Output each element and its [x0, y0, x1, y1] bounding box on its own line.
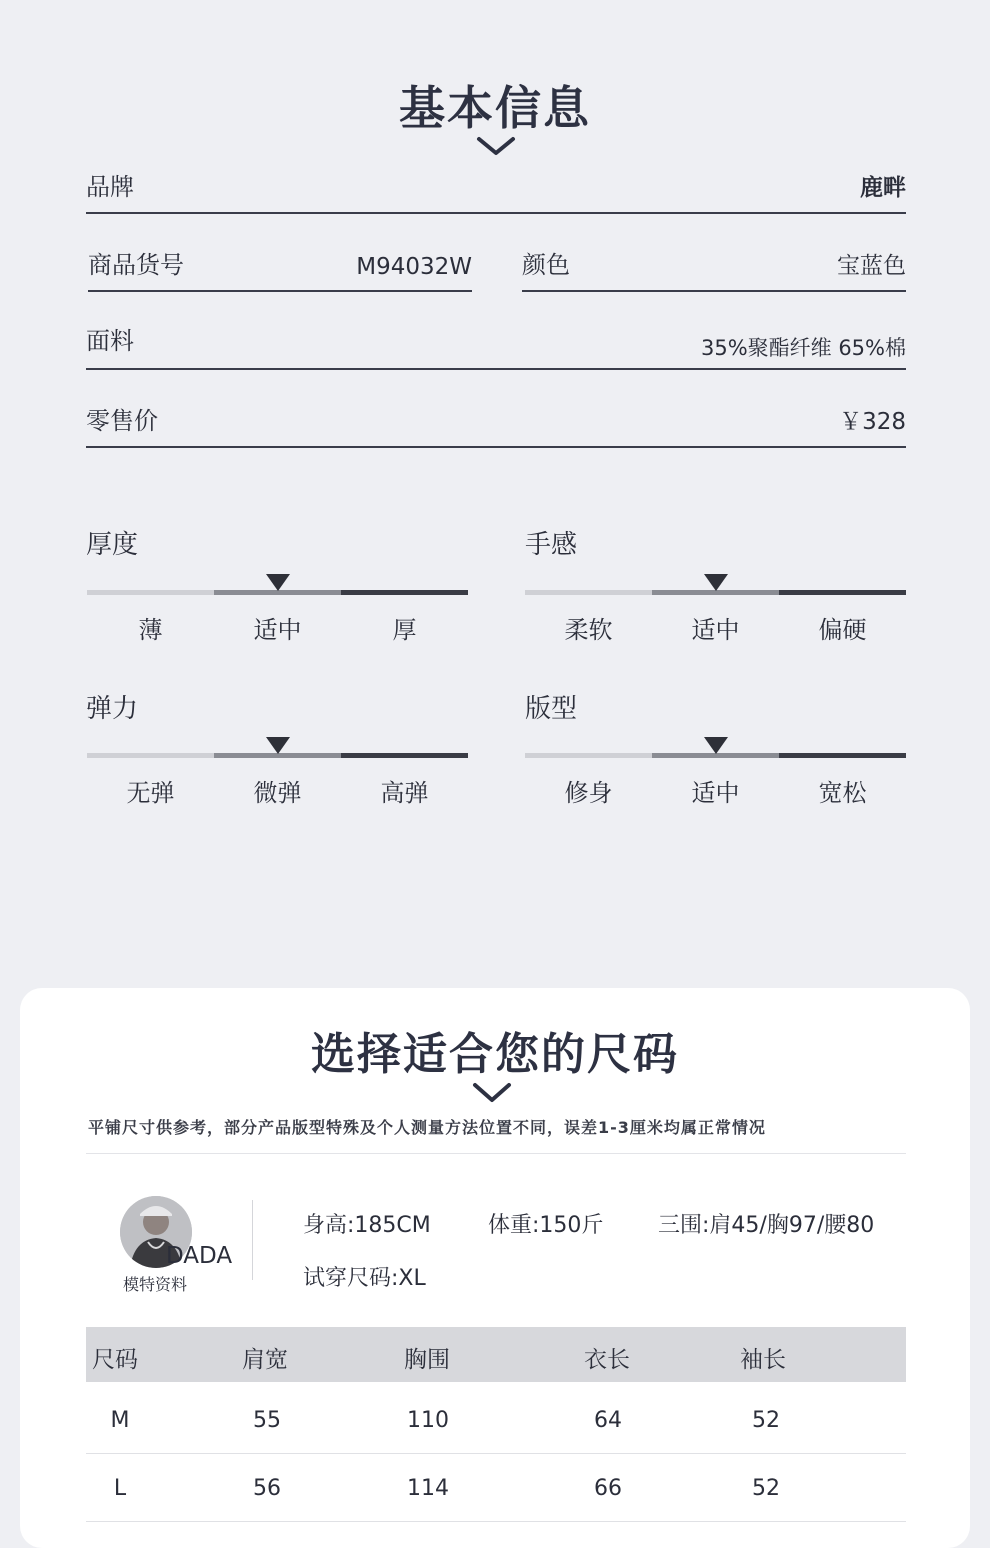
fit-scale: [525, 737, 905, 807]
table-cell: L: [113, 1476, 127, 1501]
table-cell: 110: [407, 1408, 449, 1433]
price-value: ￥328: [839, 409, 906, 435]
model-weight: 体重:150斤: [488, 1213, 604, 1238]
fabric-row: [86, 328, 906, 370]
scale-segment: [779, 753, 906, 758]
color-value: 宝蓝色: [837, 253, 906, 279]
model-height: 身高:185CM: [303, 1213, 431, 1238]
scale-option: 微弹: [253, 779, 302, 807]
scale-segment: [525, 753, 652, 758]
size-note: 平铺尺寸供参考，部分产品版型特殊及个人测量方法位置不同，误差1-3厘米均属正常情况: [88, 1118, 766, 1137]
scale-option: 适中: [691, 616, 740, 644]
table-cell: 66: [594, 1476, 622, 1501]
table-cell: 52: [752, 1408, 780, 1433]
scale-option: 适中: [253, 616, 302, 644]
scale-segment: [87, 590, 214, 595]
divider: [86, 1153, 906, 1154]
scale-segment: [87, 753, 214, 758]
color-label: 颜色: [522, 251, 570, 279]
scale-option: 修身: [564, 779, 613, 807]
basic-info-title: 基本信息: [399, 81, 591, 135]
elasticity-scale: [87, 737, 467, 807]
scale-marker-icon: [266, 737, 290, 754]
divider: [252, 1200, 253, 1280]
table-cell: 55: [253, 1408, 281, 1433]
scale-segment: [341, 590, 468, 595]
item-no-label: 商品货号: [88, 251, 184, 279]
scale-option: 薄: [138, 616, 163, 644]
thickness-scale: [87, 574, 467, 644]
size-table-header: [86, 1327, 906, 1382]
chevron-down-icon: [472, 1082, 512, 1104]
scale-option: 无弹: [126, 779, 175, 807]
fabric-label: 面料: [86, 327, 134, 355]
scale-marker-icon: [704, 737, 728, 754]
scale-option: 适中: [691, 779, 740, 807]
color-row: [522, 250, 906, 292]
item-no-row: [88, 250, 472, 292]
hand-feel-title: 手感: [525, 530, 578, 560]
hand-feel-scale: [525, 574, 905, 644]
brand-value: 鹿畔: [860, 175, 906, 201]
table-cell: 64: [594, 1408, 622, 1433]
scale-option: 高弹: [380, 779, 429, 807]
model-caption: 模特资料: [123, 1275, 188, 1294]
model-try-size: 试穿尺码:XL: [303, 1266, 426, 1291]
chevron-down-icon: [476, 136, 516, 156]
model-name: DADA: [166, 1243, 233, 1269]
fit-title: 版型: [525, 694, 578, 724]
scale-segment: [779, 590, 906, 595]
scale-option: 柔软: [564, 616, 613, 644]
elasticity-title: 弹力: [86, 694, 139, 724]
table-cell: 52: [752, 1476, 780, 1501]
table-cell: 56: [253, 1476, 281, 1501]
brand-label: 品牌: [86, 173, 134, 201]
model-measurements: 三围:肩45/胸97/腰80: [658, 1213, 875, 1238]
scale-option: 宽松: [818, 779, 867, 807]
table-header-cell: 肩宽: [242, 1347, 288, 1373]
scale-segment: [341, 753, 468, 758]
price-label: 零售价: [86, 407, 158, 435]
table-cell: 114: [407, 1476, 449, 1501]
fabric-value: 35%聚酯纤维 65%棉: [700, 336, 906, 360]
scale-marker-icon: [266, 574, 290, 591]
table-header-cell: 衣长: [584, 1347, 630, 1373]
scale-segment: [525, 590, 652, 595]
scale-marker-icon: [704, 574, 728, 591]
scale-option: 偏硬: [818, 616, 867, 644]
price-row: [86, 406, 906, 448]
brand-row: [86, 172, 906, 214]
table-header-cell: 胸围: [404, 1347, 450, 1373]
size-title: 选择适合您的尺码: [311, 1029, 679, 1080]
table-cell: M: [110, 1408, 130, 1433]
scale-option: 厚: [392, 616, 417, 644]
table-header-cell: 袖长: [740, 1347, 786, 1373]
item-no-value: M94032W: [356, 254, 472, 280]
table-header-cell: 尺码: [92, 1347, 138, 1373]
thickness-title: 厚度: [86, 530, 139, 560]
divider: [86, 1453, 906, 1454]
divider: [86, 1521, 906, 1522]
